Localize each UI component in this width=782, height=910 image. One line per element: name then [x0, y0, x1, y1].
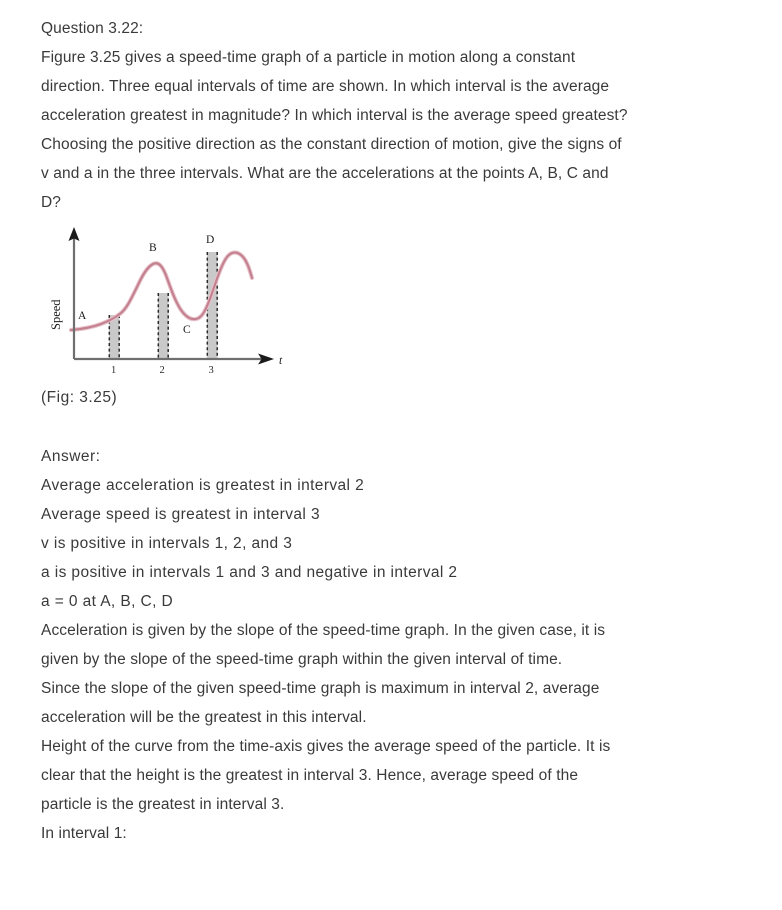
y-axis-title: Speed	[49, 299, 63, 330]
answer-point: v is positive in intervals 1, 2, and 3	[41, 535, 293, 552]
x-tick-label-3: 3	[208, 365, 214, 376]
document-content	[41, 14, 753, 848]
speed-time-graph-figure	[41, 223, 291, 383]
x-tick-label-2: 2	[159, 365, 165, 376]
answer-paragraph-line: given by the slope of the speed-time graph within the given interval of time.	[41, 651, 563, 668]
interval-band-2	[158, 293, 169, 359]
x-tick-label-1: 1	[111, 365, 117, 376]
answer-paragraph-line: Since the slope of the given speed-time graph is maximum in interval 2, average	[41, 680, 600, 697]
question-line: direction. Three equal intervals of time are shown. In which interval is the average	[41, 78, 610, 95]
question-line: v and a in the three intervals. What are the accelerations at the points A, B, C and	[41, 165, 609, 182]
question-line: Figure 3.25 gives a speed-time graph of a particle in motion along a constant	[41, 49, 576, 66]
point-label-d: D	[206, 234, 215, 246]
answer-heading: Answer:	[41, 448, 101, 465]
point-label-b: B	[149, 242, 157, 254]
answer-paragraph-line: Height of the curve from the time-axis gives the average speed of the particle. It is	[41, 738, 611, 755]
question-line: D?	[41, 194, 62, 211]
x-axis-title: t	[279, 355, 283, 367]
answer-point: a is positive in intervals 1 and 3 and negative in interval 2	[41, 564, 458, 581]
answer-point: a = 0 at A, B, C, D	[41, 593, 174, 610]
question-line: Choosing the positive direction as the constant direction of motion, give the signs of	[41, 136, 622, 153]
speed-time-graph-svg	[41, 223, 291, 383]
answer-paragraph-line: acceleration will be the greatest in this interval.	[41, 709, 367, 726]
figure-caption: (Fig: 3.25)	[41, 389, 118, 406]
point-label-c: C	[183, 324, 191, 336]
answer-paragraph-line: Acceleration is given by the slope of the speed-time graph. In the given case, it is	[41, 622, 606, 639]
answer-paragraph-line: particle is the greatest in interval 3.	[41, 796, 285, 813]
answer-point: Average acceleration is greatest in interval 2	[41, 477, 365, 494]
question-number: Question 3.22:	[41, 20, 144, 37]
answer-paragraph-line: In interval 1:	[41, 825, 127, 842]
answer-paragraph-line: clear that the height is the greatest in interval 3. Hence, average speed of the	[41, 767, 579, 784]
answer-point: Average speed is greatest in interval 3	[41, 506, 320, 523]
point-label-a: A	[78, 310, 87, 322]
question-line: acceleration greatest in magnitude? In which interval is the average speed greatest?	[41, 107, 628, 124]
